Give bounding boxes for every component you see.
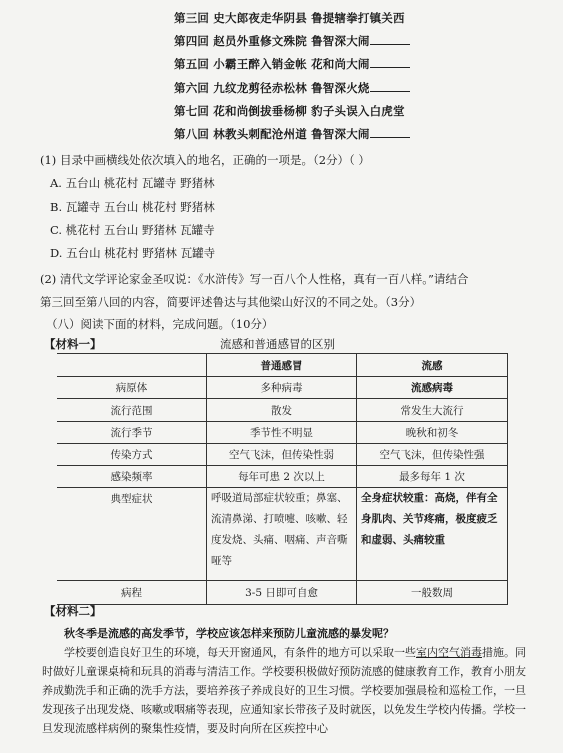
- chapter-line: [174, 80, 410, 96]
- option-d: D. 五台山 桃花村 野猪林 瓦罐寺: [50, 246, 216, 260]
- chapter-text: 第七回 花和尚倒拔垂杨柳 豹子头误入白虎堂: [174, 104, 405, 118]
- flu-cell: 空气飞沫，但传染性强: [357, 444, 508, 466]
- flu-cell: 晚秋和初冬: [357, 422, 508, 444]
- blank-line: [370, 34, 410, 45]
- blank-line: [370, 127, 410, 138]
- cold-cell: 空气飞沫，但传染性弱: [207, 444, 357, 466]
- chapter-text: 第五回 小霸王醉入销金帐 花和尚大闹: [174, 57, 370, 71]
- row-label: 病程: [57, 581, 207, 605]
- table-row: [57, 399, 508, 422]
- chapter-line: [174, 33, 410, 49]
- row-label: 流行范围: [57, 399, 207, 422]
- chapter-text: 第三回 史大郎夜走华阴县 鲁提辖拳打镇关西: [174, 11, 405, 25]
- table-header-blank: [57, 354, 207, 377]
- table-row: [57, 466, 508, 488]
- question-2-line-1: (2) 清代文学评论家金圣叹说：《水浒传》写一百八个人性格，真有一百八样。”请结合: [40, 272, 469, 286]
- row-label: 流行季节: [57, 422, 207, 444]
- row-label: 典型症状: [57, 488, 207, 581]
- chapter-line: [174, 56, 410, 72]
- paragraph-segment: 措施。同时做好儿童课桌椅和玩具的消毒与清洁工作。学校要积极做好预防流感的健康教育工作，教育小朋友养成勤洗手和正确的洗手方法，要培养孩子养成良好的卫生习惯。学校要加强晨检和巡检工作，一旦发现孩子出现发烧、咳嗽或咽痛等表现，应通知家长带孩子及时就医，以免发生学校内传播。学校一旦发现流感样病例的聚集性疫情，要及时向所在区疾控中心: [42, 646, 526, 735]
- cold-cell: 呼吸道局部症状较重；鼻塞、流清鼻涕、打喷嚏、咳嗽、轻度发烧、头痛、咽痛、声音嘶哑等: [207, 488, 357, 581]
- paragraph-segment: 学校要创造良好卫生的环境，每天开窗通风，有条件的地方可以采取一些: [64, 646, 416, 659]
- flu-cell: 一般数周: [357, 581, 508, 605]
- flu-cell: 全身症状较重：高烧，伴有全身肌肉、关节疼痛，极度疲乏和虚弱、头痛较重: [357, 488, 508, 581]
- row-label: 感染频率: [57, 466, 207, 488]
- flu-cell: 最多每年 1 次: [357, 466, 508, 488]
- row-label: 病原体: [57, 377, 207, 399]
- chapter-line: [174, 10, 405, 26]
- option-a: A. 五台山 桃花村 瓦罐寺 野猪林: [50, 176, 215, 190]
- underlined-phrase: 室内空气消毒: [416, 646, 482, 659]
- chapter-text: 第四回 赵员外重修文殊院 鲁智深大闹: [174, 34, 370, 48]
- question-1-stem: (1) 目录中画横线处依次填入的地名，正确的一项是。（2分）（ ）: [40, 153, 370, 167]
- table-header-flu: 流感: [357, 354, 508, 377]
- table-title: 流感和普通感冒的区别: [220, 337, 335, 351]
- question-2-line-2: 第三回至第八回的内容，简要评述鲁达与其他梁山好汉的不同之处。（3分）: [40, 295, 422, 309]
- table-header-row: [57, 354, 508, 377]
- comparison-table: [57, 353, 508, 605]
- option-b: B. 瓦罐寺 五台山 桃花村 野猪林: [50, 200, 215, 214]
- material-2-paragraph-1: 秋冬季是流感的高发季节，学校应该怎样来预防儿童流感的暴发呢？: [64, 627, 394, 640]
- material-2-label: 【材料二】: [44, 604, 102, 618]
- chapter-line: [174, 126, 410, 142]
- flu-cell: 常发生大流行: [357, 399, 508, 422]
- chapter-line: [174, 103, 405, 119]
- table-header-cold: 普通感冒: [207, 354, 357, 377]
- table-row: [57, 488, 508, 581]
- cold-cell: 季节性不明显: [207, 422, 357, 444]
- cold-cell: 多种病毒: [207, 377, 357, 399]
- chapter-text: 第六回 九纹龙剪径赤松林 鲁智深火烧: [174, 81, 370, 95]
- table-row: [57, 422, 508, 444]
- cold-cell: 散发: [207, 399, 357, 422]
- material-2-text: [42, 624, 527, 738]
- blank-line: [370, 81, 410, 92]
- flu-cell: 流感病毒: [357, 377, 508, 399]
- material-1-label: 【材料一】: [44, 337, 102, 351]
- cold-cell: 每年可患 2 次以上: [207, 466, 357, 488]
- section-8-heading: （八）阅读下面的材料，完成问题。（10分）: [46, 317, 274, 331]
- chapter-text: 第八回 林教头刺配沧州道 鲁智深大闹: [174, 127, 370, 141]
- material-2-paragraph-2: [42, 643, 527, 738]
- blank-line: [370, 57, 410, 68]
- table-row: [57, 581, 508, 605]
- table-row: [57, 444, 508, 466]
- row-label: 传染方式: [57, 444, 207, 466]
- option-c: C. 桃花村 五台山 野猪林 瓦罐寺: [50, 223, 215, 237]
- table-row: [57, 377, 508, 399]
- cold-cell: 3-5 日即可自愈: [207, 581, 357, 605]
